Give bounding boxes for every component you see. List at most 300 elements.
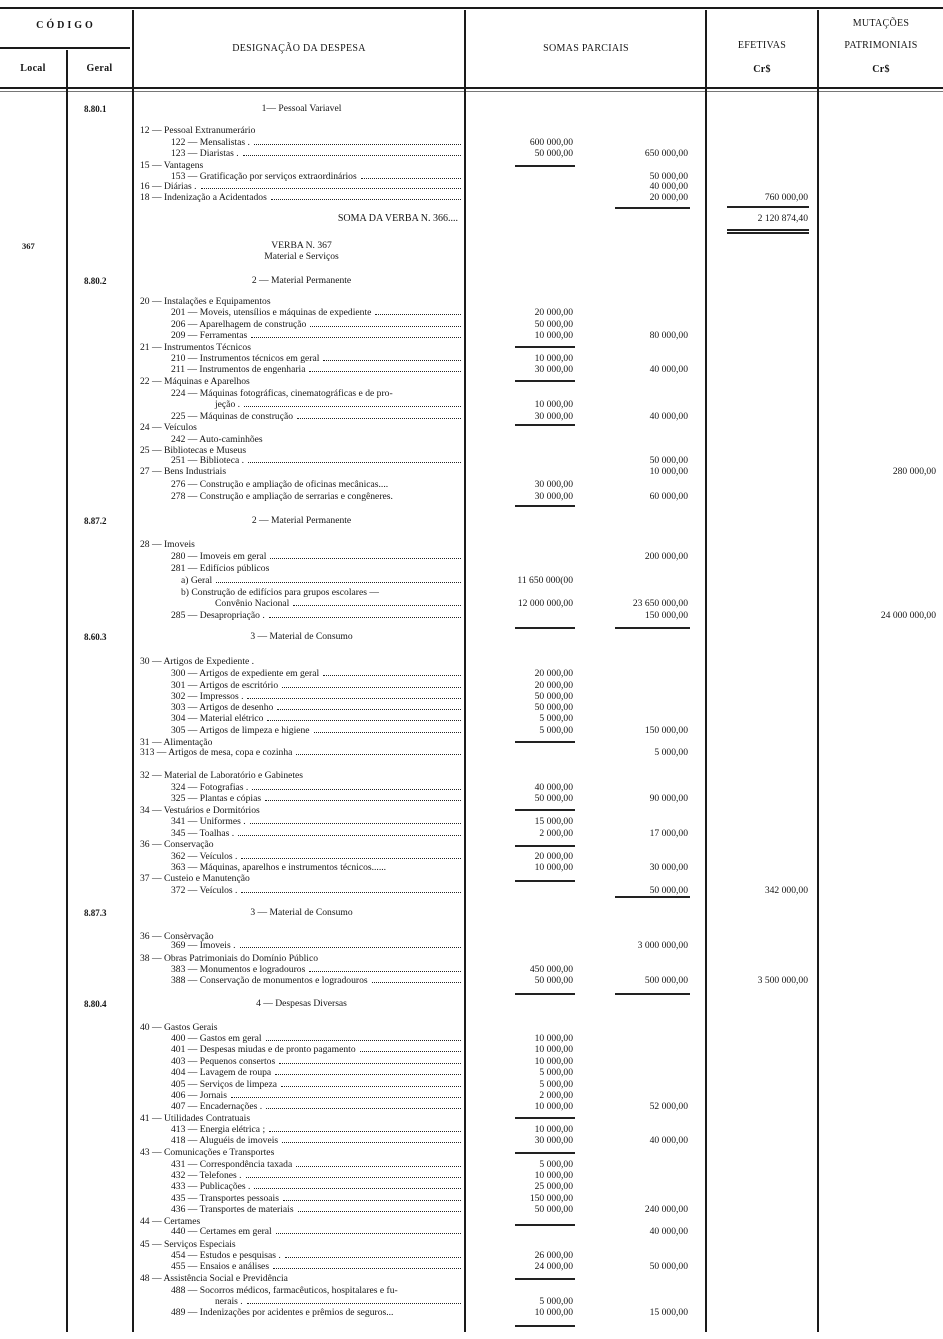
mutacoes-value: 280 000,00 [892, 466, 936, 477]
designation-text: 251 — Biblioteca . [171, 455, 245, 466]
dot-leader [248, 462, 461, 463]
partial-sum-value: 30 000,00 [534, 479, 573, 490]
expense-designation [215, 598, 463, 610]
designation-text: 123 — Diaristas . [171, 148, 239, 159]
designation-text: 209 — Ferramentas [171, 330, 248, 341]
partial-sum-value: 10 000,00 [534, 353, 573, 364]
dot-leader [375, 314, 461, 315]
partial-sum-value: 600 000,00 [529, 137, 573, 148]
table-row [0, 1307, 943, 1319]
partial-subtotal-value: 240 000,00 [644, 1204, 688, 1215]
expense-designation [171, 725, 463, 737]
designation-text: 201 — Moveis, utensílios e máquinas de expediente [171, 307, 372, 318]
dot-leader [216, 582, 461, 583]
table-row [0, 940, 943, 952]
designation-text: 48 — Assistência Social e Previdência [140, 1273, 288, 1284]
dot-leader [250, 823, 461, 824]
expense-designation [171, 975, 463, 987]
expense-designation [171, 610, 463, 622]
general-code: 8.60.3 [84, 632, 107, 642]
partial-sum-value: 26 000,00 [534, 1250, 573, 1261]
partial-sum-value: 10 000,00 [534, 1124, 573, 1135]
efetivas-value: 2 120 874,40 [757, 213, 808, 224]
expense-designation [140, 998, 463, 1010]
designation-text: 363 — Máquinas, aparelhos e instrumentos técnicos...... [171, 862, 387, 873]
partial-sum-value: 5 000,00 [539, 1159, 573, 1170]
sum-underline [727, 232, 809, 234]
header-mutacoes-2: PATRIMONIAIS [844, 40, 918, 51]
table-row [0, 466, 943, 478]
partial-subtotal-value: 5 000,00 [654, 747, 688, 758]
partial-subtotal-value: 40 000,00 [649, 411, 688, 422]
table-row [0, 998, 943, 1010]
expense-designation [140, 873, 463, 885]
designation-text: 27 — Bens Industriais [140, 466, 227, 477]
table-row [0, 975, 943, 987]
designation-text: jeção . [215, 399, 241, 410]
table-row [0, 839, 943, 851]
efetivas-value: 3 500 000,00 [757, 975, 808, 986]
designation-text: 432 — Telefones . [171, 1170, 242, 1181]
designation-text: 372 — Veículos . [171, 885, 238, 896]
partial-subtotal-value: 52 000,00 [649, 1101, 688, 1112]
sum-underline [515, 1325, 575, 1327]
expense-designation [140, 103, 463, 115]
expense-designation [140, 213, 458, 225]
designation-text: 278 — Construção e ampliação de serrarias e congêneres. [171, 491, 393, 502]
dot-leader [246, 1177, 461, 1178]
sum-underline [515, 1117, 575, 1119]
table-row [0, 1261, 943, 1273]
sum-underline [615, 896, 690, 898]
table-row [0, 725, 943, 737]
partial-sum-value: 50 000,00 [534, 691, 573, 702]
designation-text: 242 — Auto-caminhões [171, 434, 263, 445]
designation-text: 21 — Instrumentos Técnicos [140, 342, 251, 353]
expense-designation [171, 1067, 463, 1079]
designation-text: 303 — Artigos de desenho [171, 702, 274, 713]
dot-leader [361, 178, 461, 179]
expense-designation [140, 422, 463, 434]
designation-text: 454 — Estudos e pesquisas . [171, 1250, 281, 1261]
designation-text: 431 — Correspondência taxada [171, 1159, 293, 1170]
sum-underline [515, 1278, 575, 1280]
dot-leader [309, 971, 461, 972]
table-row [0, 422, 943, 434]
table-row [0, 1273, 943, 1285]
designation-text: 281 — Edifícios públicos [171, 563, 270, 574]
dot-leader [251, 337, 461, 338]
designation-text: 3 — Material de Consumo [250, 631, 353, 642]
table-row [0, 551, 943, 563]
partial-sum-value: 24 000,00 [534, 1261, 573, 1272]
partial-subtotal-value: 3 000 000,00 [637, 940, 688, 951]
expense-designation [140, 656, 463, 668]
designation-text: 285 — Desapropriação . [171, 610, 265, 621]
partial-sum-value: 50 000,00 [534, 148, 573, 159]
efetivas-value: 342 000,00 [764, 885, 808, 896]
table-row [0, 575, 943, 587]
designation-text: 302 — Impressos . [171, 691, 244, 702]
table-row [0, 598, 943, 610]
partial-sum-value: 450 000,00 [529, 964, 573, 975]
designation-text: 18 — Indenização a Acidentados [140, 192, 267, 203]
table-row [0, 873, 943, 885]
designation-text: 301 — Artigos de escritório [171, 680, 279, 691]
designation-text: 406 — Jornais [171, 1090, 227, 1101]
partial-sum-value: 30 000,00 [534, 491, 573, 502]
designation-text: 413 — Energia elétrica ; [171, 1124, 266, 1135]
expense-designation [140, 251, 463, 263]
table-row [0, 515, 943, 527]
table-row [0, 1135, 943, 1147]
partial-subtotal-value: 50 000,00 [649, 171, 688, 182]
dot-leader [265, 800, 461, 801]
expense-designation [171, 816, 463, 828]
partial-sum-value: 20 000,00 [534, 668, 573, 679]
table-row [0, 307, 943, 319]
designation-text: 122 — Mensalistas . [171, 137, 250, 148]
expense-designation [171, 563, 463, 575]
designation-text: 24 — Veículos [140, 422, 197, 433]
table-row [0, 713, 943, 725]
designation-text: 206 — Aparelhagem de construção [171, 319, 307, 330]
expense-designation [171, 1307, 463, 1319]
dot-leader [238, 835, 461, 836]
designation-text: 369 — Imoveis . [171, 940, 236, 951]
dot-leader [275, 1074, 461, 1075]
partial-sum-value: 20 000,00 [534, 851, 573, 862]
partial-subtotal-value: 17 000,00 [649, 828, 688, 839]
designation-text: 1— Pessoal Variavel [261, 103, 342, 114]
designation-text: nerais . [215, 1296, 243, 1307]
table-row [0, 1147, 943, 1159]
table-row [0, 251, 943, 263]
partial-sum-value: 5 000,00 [539, 725, 573, 736]
designation-text: 403 — Pequenos consertos [171, 1056, 276, 1067]
designation-text: a) Geral [181, 575, 213, 586]
designation-text: 225 — Máquinas de construção [171, 411, 294, 422]
table-row [0, 793, 943, 805]
expense-designation [215, 399, 463, 411]
general-code: 8.87.3 [84, 908, 107, 918]
expense-designation [140, 466, 463, 478]
designation-text: 20 — Instalações e Equipamentos [140, 296, 271, 307]
partial-subtotal-value: 40 000,00 [649, 1135, 688, 1146]
designation-text: 32 — Material de Laboratório e Gabinetes [140, 770, 304, 781]
sum-underline [615, 993, 690, 995]
partial-sum-value: 10 000,00 [534, 330, 573, 341]
sum-underline [515, 346, 575, 348]
designation-text: 345 — Toalhas . [171, 828, 235, 839]
dot-leader [270, 558, 461, 559]
designation-text: 16 — Diárias . [140, 181, 197, 192]
general-code: 8.80.1 [84, 104, 107, 114]
table-row [0, 610, 943, 622]
dot-leader [293, 605, 461, 606]
designation-text: 401 — Despesas miudas e de pronto pagamento [171, 1044, 356, 1055]
designation-text: SOMA DA VERBA N. 366.... [337, 213, 458, 224]
dot-leader [296, 1166, 461, 1167]
expense-designation [140, 631, 463, 643]
dot-leader [297, 418, 461, 419]
partial-sum-value: 11 650 000(00 [517, 575, 573, 586]
expense-designation [171, 1204, 463, 1216]
header-bottom-rule [0, 87, 943, 89]
sum-underline [727, 229, 809, 231]
partial-sum-value: 12 000 000,00 [517, 598, 573, 609]
codigo-rule [0, 47, 130, 49]
expense-designation [171, 713, 463, 725]
table-row [0, 885, 943, 897]
partial-sum-value: 10 000,00 [534, 399, 573, 410]
table-row [0, 330, 943, 342]
table-row [0, 1101, 943, 1113]
header-efetivas-unit: Cr$ [753, 64, 771, 75]
designation-text: 34 — Vestuários e Dormitórios [140, 805, 260, 816]
designation-text: 31 — Alimentação [140, 737, 213, 748]
partial-sum-value: 150 000,00 [529, 1193, 573, 1204]
dot-leader [247, 698, 461, 699]
partial-subtotal-value: 40 000,00 [649, 181, 688, 192]
expense-designation [140, 539, 463, 551]
designation-text: 224 — Máquinas fotográficas, cinematográficas e de pro- [171, 388, 393, 399]
partial-sum-value: 15 000,00 [534, 816, 573, 827]
partial-sum-value: 10 000,00 [534, 1056, 573, 1067]
partial-sum-value: 2 000,00 [539, 828, 573, 839]
partial-sum-value: 30 000,00 [534, 1135, 573, 1146]
partial-sum-value: 50 000,00 [534, 975, 573, 986]
header-geral: Geral [86, 63, 113, 74]
expense-designation [171, 330, 463, 342]
header-local: Local [20, 63, 46, 74]
partial-subtotal-value: 90 000,00 [649, 793, 688, 804]
expense-designation [171, 148, 463, 160]
designation-text: 25 — Bibliotecas e Museus [140, 445, 247, 456]
local-code: 367 [22, 241, 35, 251]
dot-leader [252, 789, 461, 790]
sum-underline [615, 627, 690, 629]
partial-sum-value: 10 000,00 [534, 1044, 573, 1055]
partial-subtotal-value: 23 650 000,00 [632, 598, 688, 609]
header-efetivas: EFETIVAS [737, 40, 787, 51]
expense-designation [171, 1044, 463, 1056]
designation-text: 280 — Imoveis em geral [171, 551, 267, 562]
sum-underline [515, 380, 575, 382]
expense-designation [171, 940, 463, 952]
partial-sum-value: 20 000,00 [534, 307, 573, 318]
designation-text: 300 — Artigos de expediente em geral [171, 668, 320, 679]
designation-text: 2 — Material Permanente [251, 515, 352, 526]
table-row [0, 656, 943, 668]
designation-text: 436 — Transportes de materiais [171, 1204, 294, 1215]
dot-leader [231, 1097, 461, 1098]
sum-underline [515, 741, 575, 743]
partial-subtotal-value: 500 000,00 [644, 975, 688, 986]
expense-designation [171, 1181, 463, 1193]
expense-designation [171, 479, 463, 491]
sum-underline [615, 207, 690, 209]
sum-underline [515, 1152, 575, 1154]
expense-designation [140, 515, 463, 527]
table-row [0, 631, 943, 643]
designation-text: 43 — Comunicações e Transportes [140, 1147, 275, 1158]
dot-leader [201, 188, 462, 189]
partial-subtotal-value: 40 000,00 [649, 364, 688, 375]
efetivas-value: 760 000,00 [764, 192, 808, 203]
sum-underline [727, 206, 809, 208]
partial-sum-value: 5 000,00 [539, 1067, 573, 1078]
dot-leader [372, 982, 461, 983]
dot-leader [281, 1086, 461, 1087]
dot-leader [271, 199, 461, 200]
designation-text: 407 — Encadernações . [171, 1101, 263, 1112]
dot-leader [243, 155, 461, 156]
table-row [0, 399, 943, 411]
table-row [0, 563, 943, 575]
expense-designation [140, 192, 463, 204]
expense-designation [140, 125, 463, 137]
partial-subtotal-value: 50 000,00 [649, 885, 688, 896]
expense-designation [181, 575, 463, 587]
designation-text: 440 — Certames em geral [171, 1226, 272, 1237]
designation-text: 388 — Conservação de monumentos e logradouros [171, 975, 368, 986]
table-row [0, 103, 943, 115]
designation-text: 36 — Consèrvação [140, 931, 214, 942]
expense-designation [171, 1135, 463, 1147]
table-row [0, 275, 943, 287]
dot-leader [283, 1200, 461, 1201]
designation-text: 341 — Uniformes . [171, 816, 246, 827]
dot-leader [269, 617, 461, 618]
designation-text: 489 — Indenizações por acidentes e prêmios de seguros... [171, 1307, 394, 1318]
expense-designation [140, 770, 463, 782]
partial-sum-value: 2 000,00 [539, 1090, 573, 1101]
header-bottom-rule-2 [0, 91, 943, 92]
partial-subtotal-value: 20 000,00 [649, 192, 688, 203]
expense-designation [171, 491, 463, 503]
table-row [0, 364, 943, 376]
dot-leader [314, 732, 461, 733]
sum-underline [515, 627, 575, 629]
dot-leader [266, 1108, 461, 1109]
expense-designation [171, 364, 463, 376]
expense-designation [140, 275, 463, 287]
partial-subtotal-value: 50 000,00 [649, 1261, 688, 1272]
partial-sum-value: 50 000,00 [534, 319, 573, 330]
partial-subtotal-value: 200 000,00 [644, 551, 688, 562]
designation-text: b) Construção de edifícios para grupos escolares — [181, 587, 379, 598]
designation-text: 2 — Material Permanente [251, 275, 352, 286]
designation-text: 37 — Custeio e Manutenção [140, 873, 250, 884]
expense-designation [140, 376, 463, 388]
partial-sum-value: 10 000,00 [534, 1170, 573, 1181]
dot-leader [247, 1303, 461, 1304]
dot-leader [269, 1131, 461, 1132]
table-row [0, 1181, 943, 1193]
general-code: 8.80.2 [84, 276, 107, 286]
partial-sum-value: 30 000,00 [534, 364, 573, 375]
designation-text: 44 — Certames [140, 1216, 201, 1227]
dot-leader [296, 754, 461, 755]
partial-sum-value: 30 000,00 [534, 411, 573, 422]
designation-text: 210 — Instrumentos técnicos em geral [171, 353, 320, 364]
table-row [0, 1226, 943, 1238]
table-row [0, 148, 943, 160]
table-row [0, 213, 943, 225]
designation-text: 304 — Material elétrico [171, 713, 264, 724]
header-mutacoes-unit: Cr$ [872, 64, 890, 75]
expense-designation [171, 551, 463, 563]
designation-text: 324 — Fotografias . [171, 782, 249, 793]
sum-underline [515, 809, 575, 811]
designation-text: 383 — Monumentos e logradouros [171, 964, 306, 975]
expense-designation [140, 747, 463, 759]
partial-subtotal-value: 30 000,00 [649, 862, 688, 873]
designation-text: 40 — Gastos Gerais [140, 1022, 218, 1033]
designation-text: 405 — Serviços de limpeza [171, 1079, 278, 1090]
dot-leader [254, 144, 461, 145]
designation-text: 276 — Construção e ampliação de oficinas mecânicas.... [171, 479, 389, 490]
sum-underline [515, 880, 575, 882]
designation-text: 4 — Despesas Diversas [256, 998, 347, 1009]
table-row [0, 491, 943, 503]
designation-text: 41 — Utilidades Contratuais [140, 1113, 251, 1124]
designation-text: 30 — Artigos de Expediente . [140, 656, 255, 667]
expense-designation [140, 907, 463, 919]
designation-text: 404 — Lavagem de roupa [171, 1067, 272, 1078]
partial-subtotal-value: 50 000,00 [649, 455, 688, 466]
mutacoes-value: 24 000 000,00 [880, 610, 936, 621]
partial-subtotal-value: 60 000,00 [649, 491, 688, 502]
dot-leader [285, 1257, 461, 1258]
designation-text: Material e Serviços [264, 251, 339, 262]
designation-text: 22 — Máquinas e Aparelhos [140, 376, 250, 387]
designation-text: VERBA N. 367 [271, 240, 332, 251]
dot-leader [282, 1142, 461, 1143]
designation-text: 435 — Transportes pessoais [171, 1193, 279, 1204]
table-row [0, 1044, 943, 1056]
sum-underline [515, 165, 575, 167]
table-row [0, 376, 943, 388]
table-row [0, 770, 943, 782]
partial-sum-value: 40 000,00 [534, 782, 573, 793]
partial-subtotal-value: 650 000,00 [644, 148, 688, 159]
partial-subtotal-value: 10 000,00 [649, 466, 688, 477]
expense-designation [171, 307, 463, 319]
dot-leader [266, 1040, 461, 1041]
partial-subtotal-value: 40 000,00 [649, 1226, 688, 1237]
expense-designation [140, 839, 463, 851]
expense-designation [171, 793, 463, 805]
dot-leader [254, 1188, 461, 1189]
designation-text: Convênio Nacional [215, 598, 290, 609]
dot-leader [244, 406, 461, 407]
dot-leader [282, 687, 461, 688]
designation-text: 305 — Artigos de limpeza e higiene [171, 725, 310, 736]
partial-sum-value: 5 000,00 [539, 1296, 573, 1307]
table-row [0, 539, 943, 551]
general-code: 8.87.2 [84, 516, 107, 526]
dot-leader [310, 326, 461, 327]
expense-designation [171, 668, 463, 680]
table-row [0, 668, 943, 680]
partial-subtotal-value: 80 000,00 [649, 330, 688, 341]
designation-text: 36 — Conservação [140, 839, 214, 850]
designation-text: 455 — Ensaios e análises [171, 1261, 270, 1272]
designation-text: 488 — Socorros médicos, farmacêuticos, hospitalares e fu- [171, 1285, 398, 1296]
partial-sum-value: 25 000,00 [534, 1181, 573, 1192]
